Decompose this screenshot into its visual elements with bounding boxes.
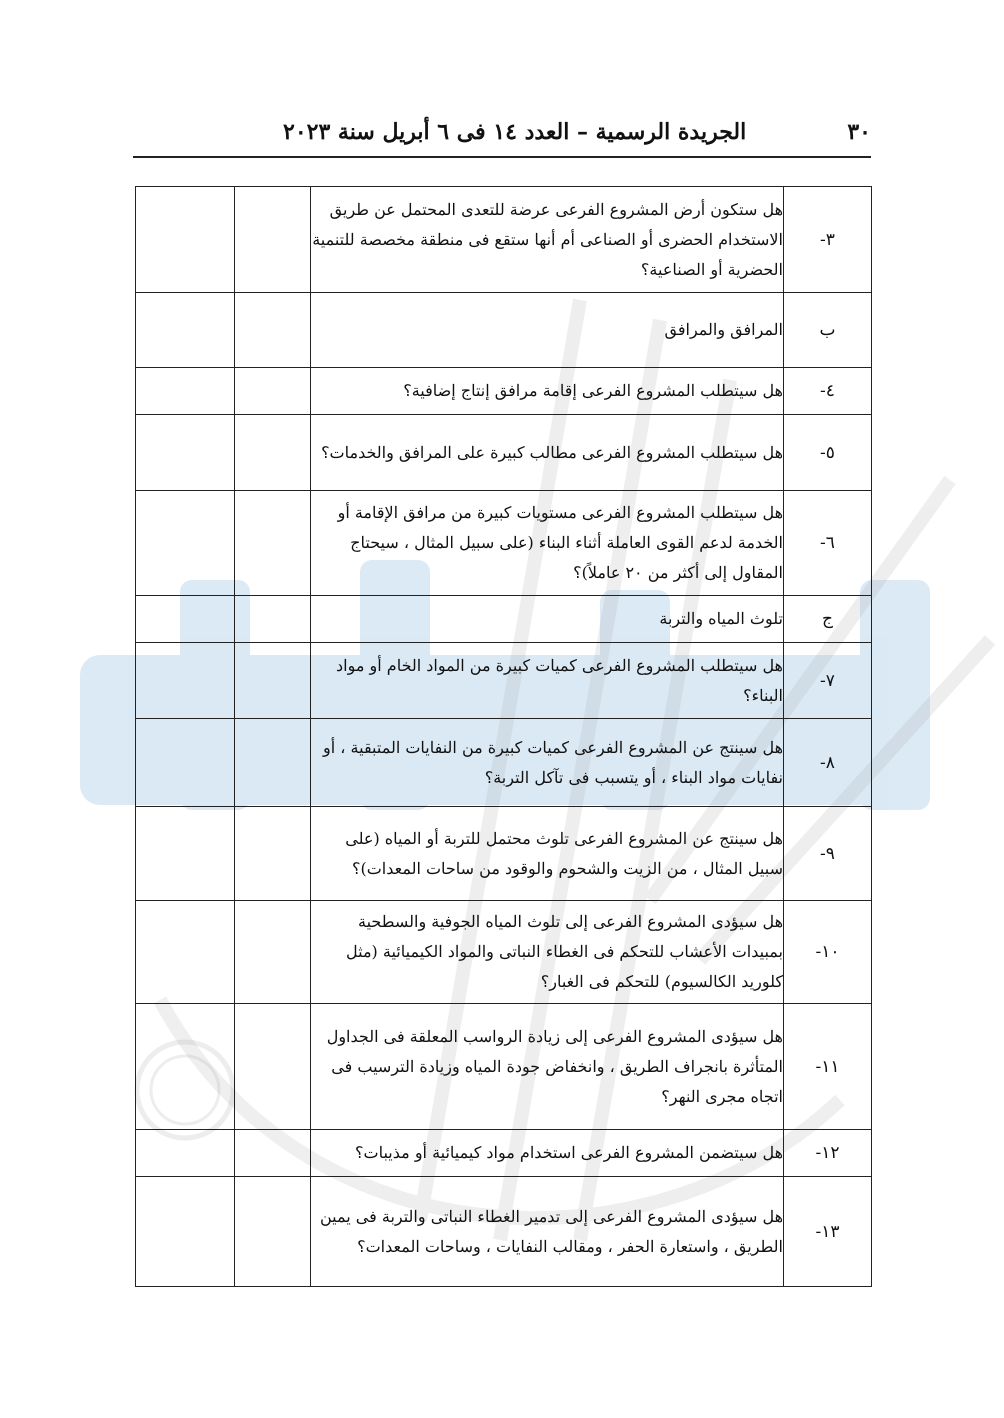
answer-cell — [235, 368, 311, 415]
table-row — [136, 1004, 872, 1130]
item-question: هل سيتطلب المشروع الفرعى إقامة مرافق إنتاج إضافية؟ — [311, 368, 784, 415]
item-question: هل سيؤدى المشروع الفرعى إلى تدمير الغطاء النباتى والتربة فى يمين الطريق ، واستعارة الحفر ، ومقالب النفايات ، وساحات المعدات؟ — [311, 1177, 784, 1287]
item-number: ٥- — [784, 415, 872, 491]
header-divider — [133, 156, 871, 158]
notes-cell — [136, 643, 235, 719]
table-row — [136, 1130, 872, 1177]
section-letter: ج — [784, 596, 872, 643]
table-row — [136, 901, 872, 1004]
notes-cell — [136, 368, 235, 415]
item-question: هل سيتطلب المشروع الفرعى كميات كبيرة من المواد الخام أو مواد البناء؟ — [311, 643, 784, 719]
table-row — [136, 1177, 872, 1287]
item-number: ١٠- — [784, 901, 872, 1004]
notes-cell — [136, 1004, 235, 1130]
item-question: هل سيؤدى المشروع الفرعى إلى زيادة الرواسب المعلقة فى الجداول المتأثرة بانجراف الطريق ، وانخفاض جودة المياه وزيادة الترسيب فى اتجاه مجرى النهر؟ — [311, 1004, 784, 1130]
answer-cell — [235, 1177, 311, 1287]
item-question: هل ستكون أرض المشروع الفرعى عرضة للتعدى المحتمل عن طريق الاستخدام الحضرى أو الصناعى أم أنها ستقع فى منطقة مخصصة للتنمية الحضرية أو الصناعية؟ — [311, 187, 784, 293]
notes-cell — [136, 415, 235, 491]
table-row — [136, 719, 872, 807]
item-number: ٤- — [784, 368, 872, 415]
answer-cell — [235, 901, 311, 1004]
table-row — [136, 643, 872, 719]
section-title: المرافق والمرافق — [311, 293, 784, 368]
table-row — [136, 368, 872, 415]
item-number: ٧- — [784, 643, 872, 719]
answer-cell — [235, 491, 311, 596]
item-question: هل سيؤدى المشروع الفرعى إلى تلوث المياه الجوفية والسطحية بمبيدات الأعشاب للتحكم فى الغطاء النباتى والمواد الكيميائية (مثل كلوريد الكالسيوم) للتحكم فى الغبار؟ — [311, 901, 784, 1004]
item-number: ١١- — [784, 1004, 872, 1130]
item-question: هل سيتطلب المشروع الفرعى مستويات كبيرة من مرافق الإقامة أو الخدمة لدعم القوى العاملة أثناء البناء (على سبيل المثال ، سيحتاج المقاول إلى أكثر من ٢٠ عاملاً)؟ — [311, 491, 784, 596]
table-row — [136, 491, 872, 596]
item-number: ٦- — [784, 491, 872, 596]
item-number: ٣- — [784, 187, 872, 293]
notes-cell — [136, 807, 235, 901]
item-number: ٨- — [784, 719, 872, 807]
table-row — [136, 415, 872, 491]
notes-cell — [136, 1177, 235, 1287]
item-question: هل سينتج عن المشروع الفرعى تلوث محتمل للتربة أو المياه (على سبيل المثال ، من الزيت والشحوم والوقود من ساحات المعدات)؟ — [311, 807, 784, 901]
page-number: ٣٠ — [847, 119, 871, 145]
table-row — [136, 187, 872, 293]
item-number: ١٢- — [784, 1130, 872, 1177]
gazette-title: الجريدة الرسمية – العدد ١٤ فى ٦ أبريل سنة ٢٠٢٣ — [283, 119, 747, 145]
section-row — [136, 293, 872, 368]
table-row — [136, 807, 872, 901]
answer-cell — [235, 596, 311, 643]
answer-cell — [235, 1130, 311, 1177]
notes-cell — [136, 1130, 235, 1177]
section-row — [136, 596, 872, 643]
section-title: تلوث المياه والتربة — [311, 596, 784, 643]
notes-cell — [136, 901, 235, 1004]
answer-cell — [235, 643, 311, 719]
item-question: هل سيتضمن المشروع الفرعى استخدام مواد كيميائية أو مذيبات؟ — [311, 1130, 784, 1177]
answer-cell — [235, 719, 311, 807]
item-number: ١٣- — [784, 1177, 872, 1287]
checklist-table — [135, 186, 872, 1287]
answer-cell — [235, 1004, 311, 1130]
notes-cell — [136, 187, 235, 293]
answer-cell — [235, 293, 311, 368]
item-number: ٩- — [784, 807, 872, 901]
notes-cell — [136, 596, 235, 643]
page-header — [133, 110, 871, 154]
item-question: هل سيتطلب المشروع الفرعى مطالب كبيرة على المرافق والخدمات؟ — [311, 415, 784, 491]
notes-cell — [136, 491, 235, 596]
notes-cell — [136, 293, 235, 368]
answer-cell — [235, 415, 311, 491]
answer-cell — [235, 187, 311, 293]
section-letter: ب — [784, 293, 872, 368]
item-question: هل سينتج عن المشروع الفرعى كميات كبيرة من النفايات المتبقية ، أو نفايات مواد البناء ، أو يتسبب فى تآكل التربة؟ — [311, 719, 784, 807]
notes-cell — [136, 719, 235, 807]
answer-cell — [235, 807, 311, 901]
